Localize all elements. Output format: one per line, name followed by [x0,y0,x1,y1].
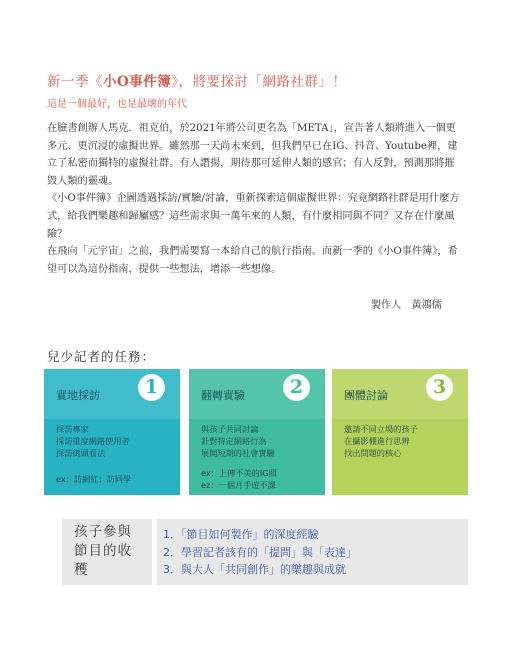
mission-card-group-discussion [332,369,468,495]
intro-text [47,120,463,278]
card-line: 採訪專家 [56,424,89,434]
card-lines [56,423,174,459]
card-example: ex：訪網紅；訪同學 [56,474,132,484]
card-line: 採訪重度網路使用者 [56,436,130,446]
gains-label: 孩子參與節目的收穫 [74,524,132,578]
card-number-badge: 2 [283,374,310,401]
card-label: 翻轉實驗 [201,389,245,402]
card-label: 團體討論 [344,389,388,402]
intro-paragraph-2: 《小O事件簿》企圖透過採訪/實驗/討論，重新探索這個虛擬世界：究竟網路社群是用什麼方式，給我們樂趣和歸屬感？這些需求與一萬年來的人類，有什麼相同與不同？又存在什麼風險？ [47,193,460,240]
card-line: 在攝影棚進行思辨 [344,436,410,446]
title-brand: 小O事件簿 [103,74,172,90]
mission-heading: 兒少記者的任務： [47,349,156,364]
gains-item: 3．與大人「共同創作」的樂趣與成就 [163,563,346,576]
card-example: ex：上傳不美的IG照 [201,468,277,478]
card-example: ez：一個月手遊不課 [201,480,276,490]
gains-list-box [157,519,468,585]
card-examples [201,467,319,491]
card-line: 採訪街頭看法 [56,448,106,458]
card-line: 展開短期的社會實驗 [201,448,275,458]
subtitle: 這是一個最好，也是最壞的年代 [47,99,187,110]
card-lines [201,423,319,459]
card-number-badge: 1 [138,374,165,401]
page-title [47,70,467,90]
gains-list [163,526,357,579]
gains-item: 2．學習記者該有的「提問」與「表達」 [163,545,357,559]
card-line: 與孩子共同討論 [201,424,259,434]
card-number-badge: 3 [426,374,453,401]
producer-signature: 製作人 黃鴻儒 [370,300,442,311]
card-line: 針對特定網路行為 [201,436,267,446]
intro-paragraph-1: 在臉書創辦人馬克．祖克伯，於2021年將公司更名為「META」，宣告著人類將進入一個更多元、更沉浸的虛擬世界。雖然那一天尚未來到，但我們早已在IG、抖音、Youtube裡，建立了私密而獨特的虛擬社群。有人譖揚，期待那可延伸人類的感官；有人反對，預測那將摧毀人類的靈魂。 [47,123,458,187]
title-prefix: 新一季《 [47,74,103,90]
card-lines [344,423,462,459]
intro-paragraph-3: 在飛向「元宇宙」之前，我們需要寫一本給自己的航行指南。而新一季的《小O事件簿》，希望可以為這份指南，提供一些想法，增添一些想像。 [47,246,458,275]
mission-card-field-interview [44,369,180,495]
gains-item: 1．「節目如何製作」的深度經驗 [163,528,319,541]
mission-card-experiment [189,369,325,495]
card-line: 邀請不同立場的孩子 [344,424,418,434]
card-line: 找出問題的核心 [344,448,402,458]
gains-label-box [62,519,152,585]
card-label: 實地採訪 [56,389,100,402]
title-suffix: 》，將要探討「網路社群」！ [171,74,347,90]
card-examples [56,473,174,485]
